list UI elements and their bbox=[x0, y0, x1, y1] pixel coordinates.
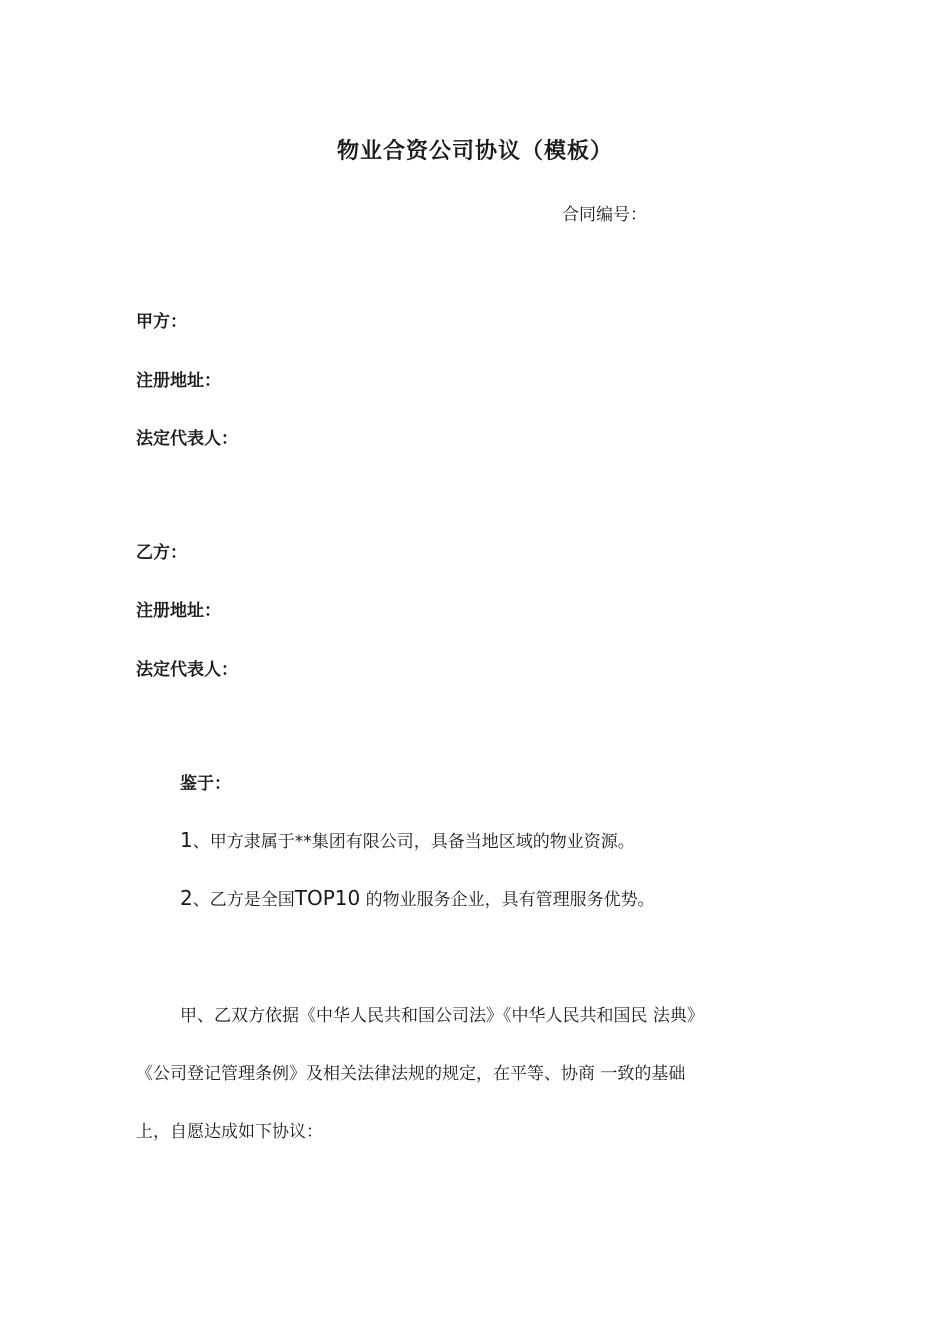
recital-number: 2 bbox=[180, 886, 193, 910]
party-b-representative-label: 法定代表人： bbox=[136, 660, 238, 680]
recital-item bbox=[180, 827, 635, 852]
preamble-line: 《公司登记管理条例》及相关法律法规的规定，在平等、协商 一致的基础 bbox=[136, 1064, 686, 1084]
recital-text: 的物业服务企业，具有管理服务优势。 bbox=[360, 890, 655, 910]
recitals-heading: 鉴于： bbox=[180, 774, 231, 794]
party-b-address-label: 注册地址： bbox=[136, 601, 221, 621]
party-a-address-label: 注册地址： bbox=[136, 371, 221, 391]
document-title: 物业合资公司协议（模板） bbox=[336, 139, 613, 164]
party-a-label: 甲方： bbox=[136, 312, 187, 332]
recital-highlight: TOP10 bbox=[294, 886, 361, 910]
recital-text: 、甲方隶属于**集团有限公司，具备当地区域的物业资源。 bbox=[192, 832, 635, 852]
recital-number: 1 bbox=[180, 828, 193, 852]
party-b-label: 乙方： bbox=[136, 543, 187, 563]
contract-number-label: 合同编号： bbox=[562, 205, 647, 225]
recital-text: 、乙方是全国 bbox=[192, 890, 295, 910]
party-a-representative-label: 法定代表人： bbox=[136, 429, 238, 449]
preamble-line: 甲、乙双方依据《中华人民共和国公司法》《中华人民共和国民 法典》 bbox=[180, 1006, 704, 1026]
preamble-line: 上，自愿达成如下协议： bbox=[136, 1122, 323, 1142]
recital-item bbox=[180, 885, 655, 910]
